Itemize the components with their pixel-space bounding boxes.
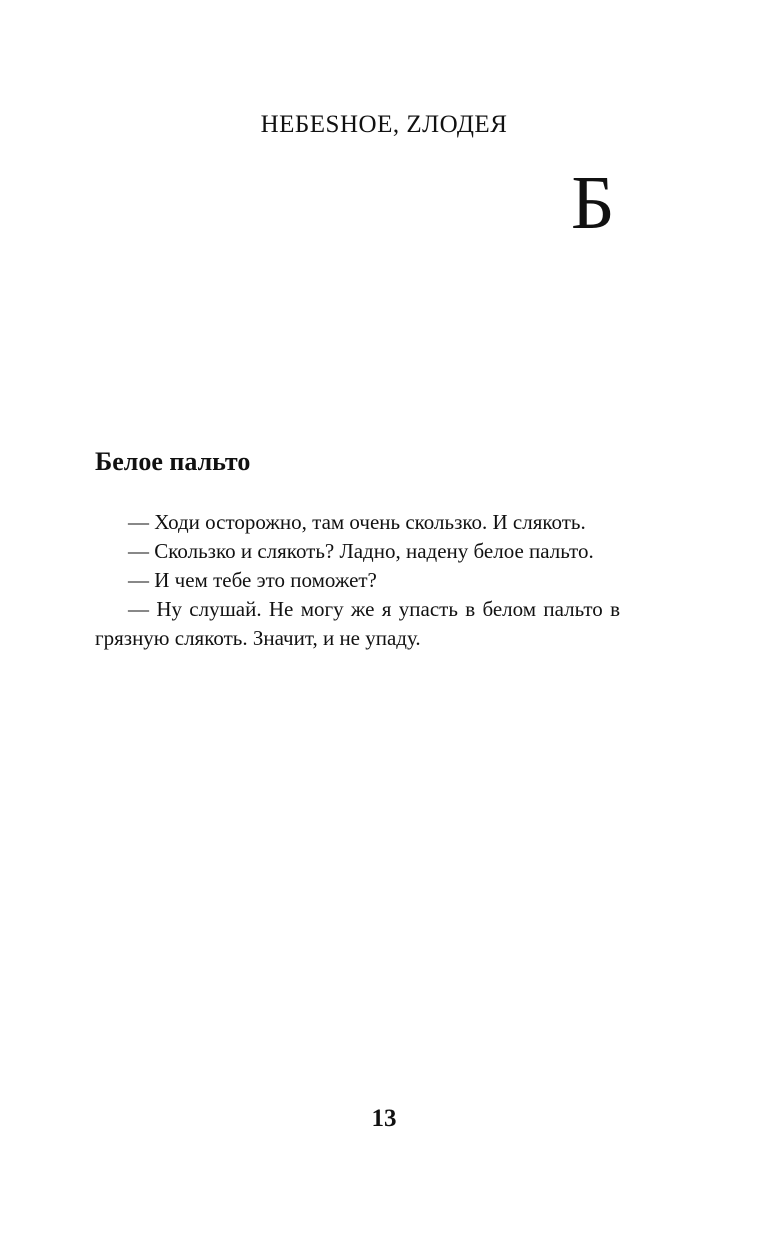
dialogue-line: — Ну слушай. Не могу же я упасть в белом пальто в грязную слякоть. Значит, и не упаду. bbox=[95, 597, 620, 650]
section-letter: Б bbox=[571, 161, 615, 245]
dialogue-line: — Ходи осторожно, там очень скользко. И слякоть. bbox=[128, 510, 586, 534]
story-title: Белое пальто bbox=[95, 447, 251, 476]
dialogue-line: — И чем тебе это поможет? bbox=[128, 568, 377, 592]
story-body bbox=[95, 508, 620, 653]
running-head: НЕБЕSНОЕ, ZЛОДЕЯ bbox=[260, 111, 508, 138]
page-number: 13 bbox=[371, 1105, 397, 1132]
dialogue-line: — Скользко и слякоть? Ладно, надену белое пальто. bbox=[128, 539, 594, 563]
